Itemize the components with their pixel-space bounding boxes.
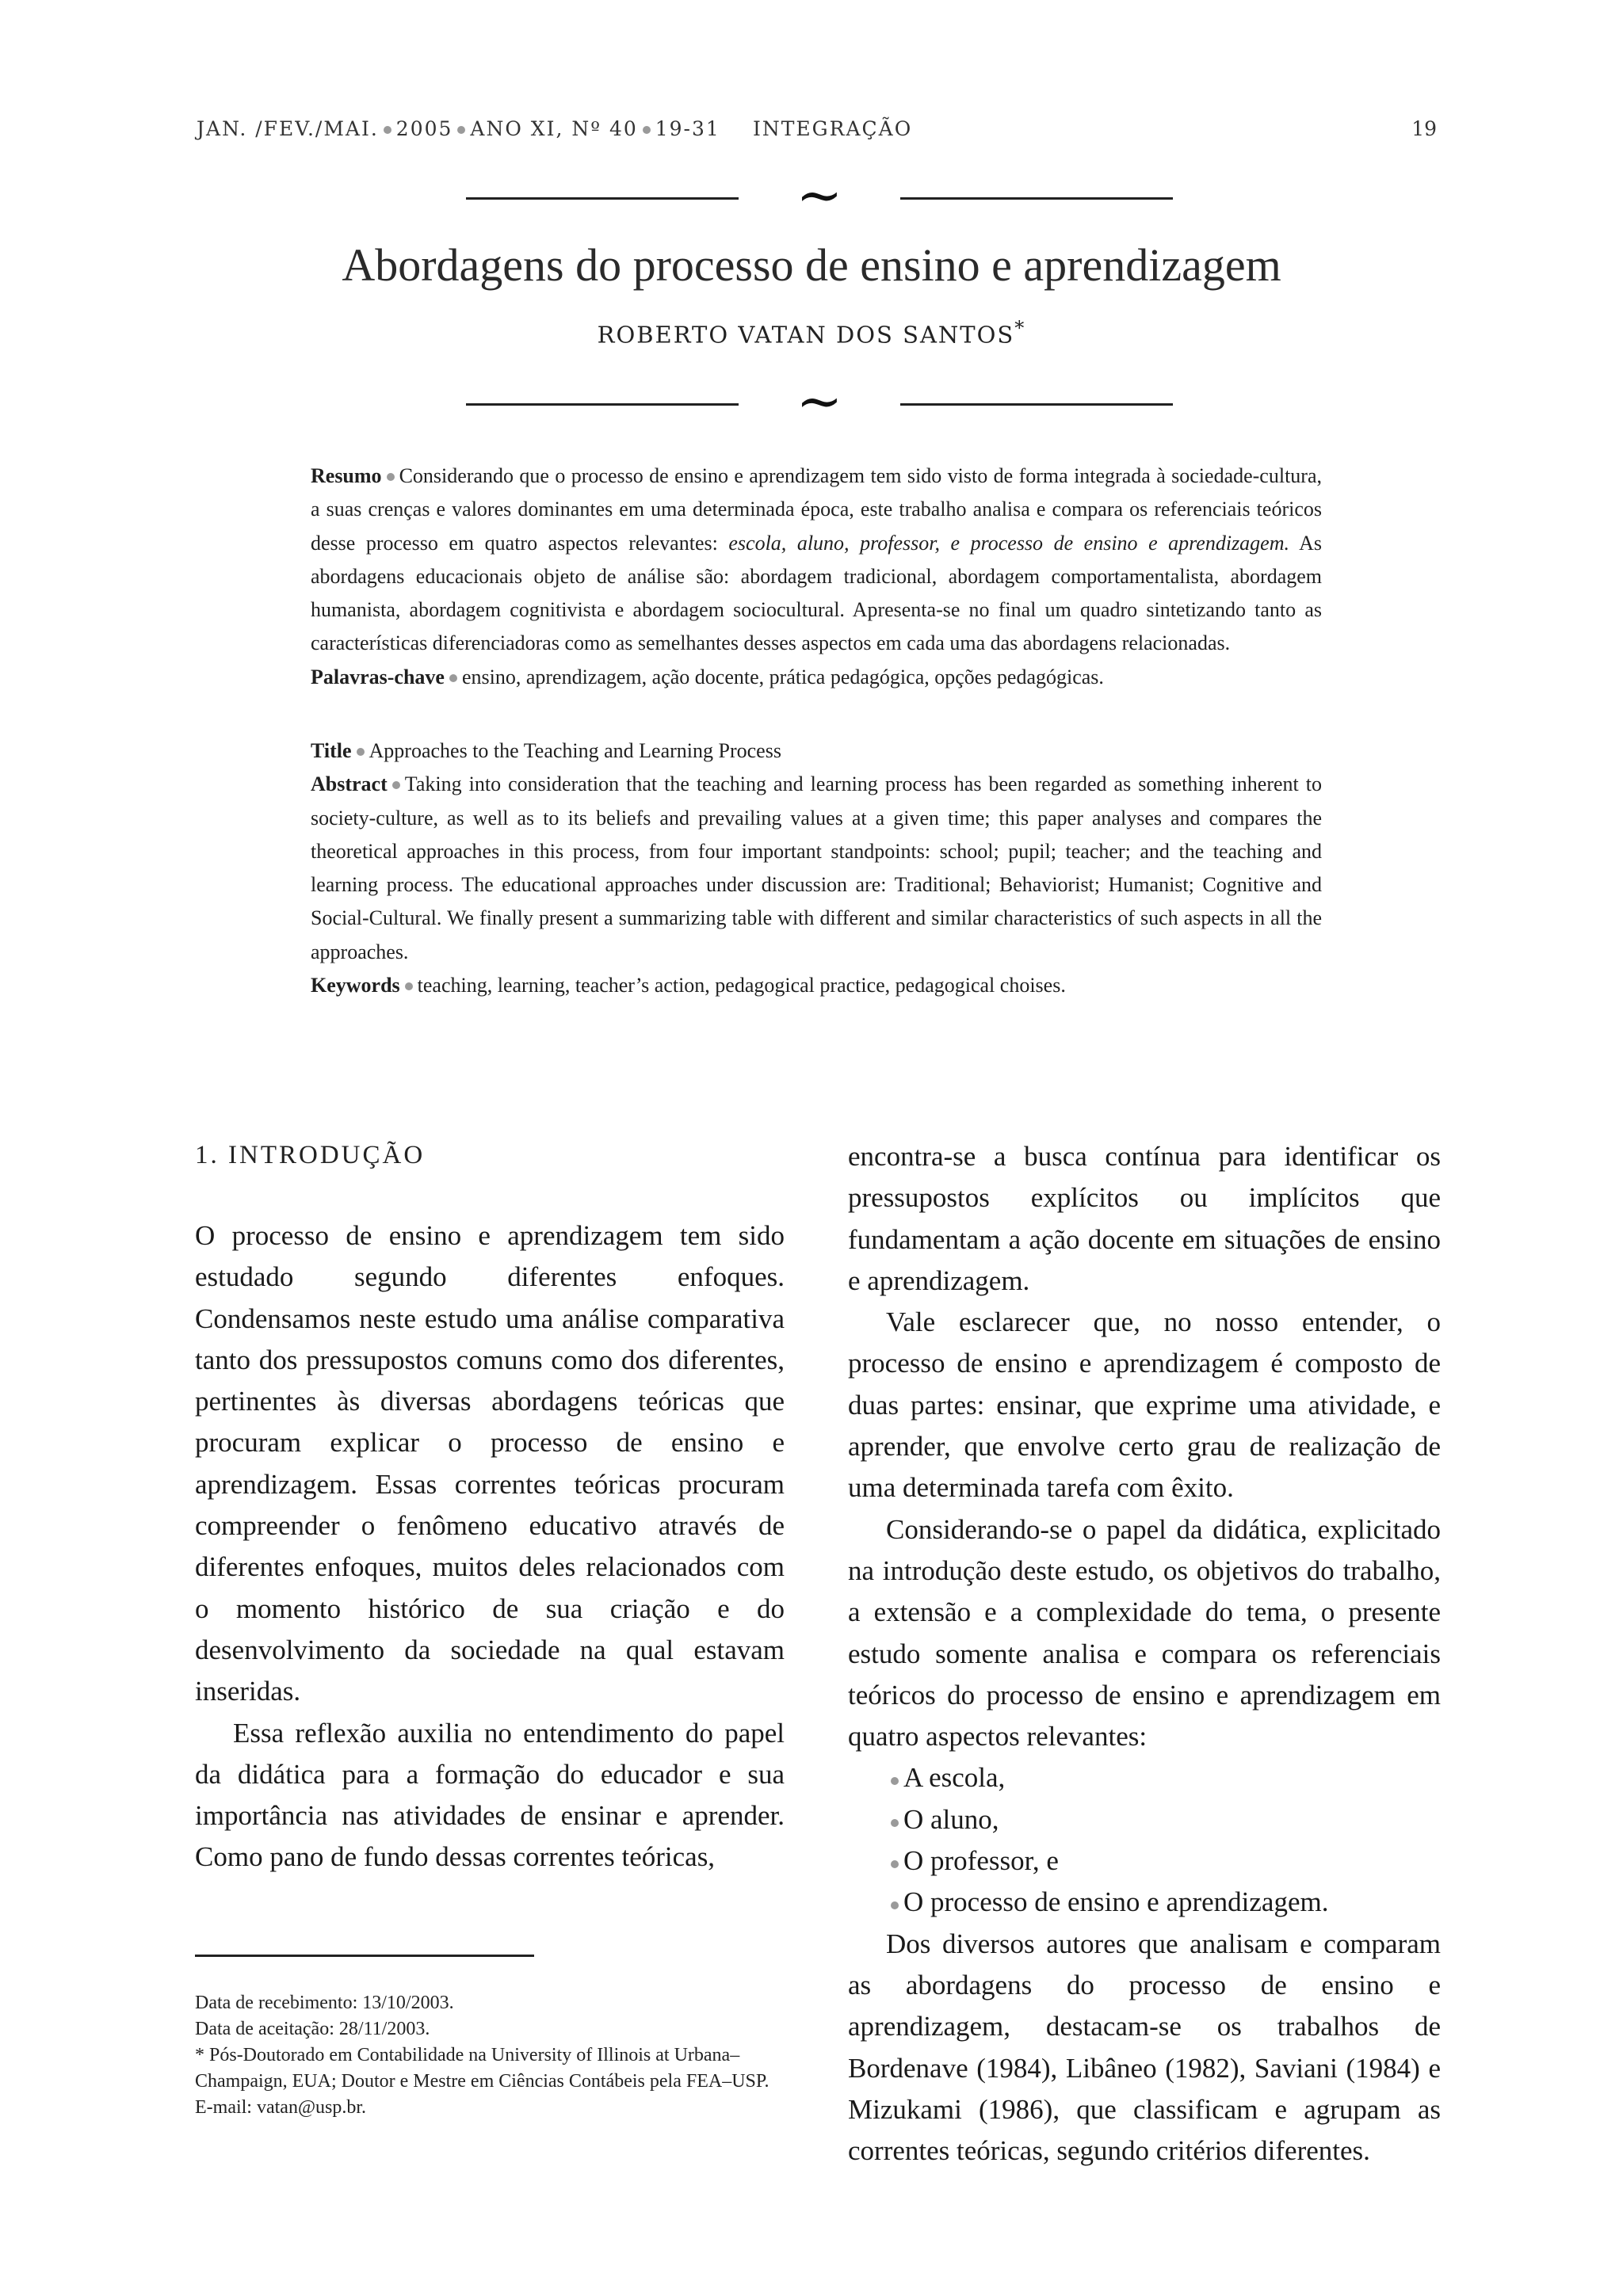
intro-paragraph-1: O processo de ensino e aprendizagem tem sido estudado segundo diferentes enfoques. Condensamos neste estudo uma análise comparativa tanto dos pressupostos comuns como dos diferentes, pertinentes às diversas abordagens teóricas que procuram explicar o processo de ensino e aprendizagem. Essas correntes teóricas procuram compreender o fenômeno educativo através de diferentes enfoques, muitos deles relacionados com o momento histórico de sua criação e do desenvolvimento da sociedade na qual estavam inseridas. <box>195 1220 785 1707</box>
bullet-dot-icon <box>457 126 465 134</box>
footnote-author-note: * Pós-Doutorado em Contabilidade na University of Illinois at Urbana–Champaign, EUA; Doutor e Mestre em Ciências Contábeis pela FEA–USP. <box>195 2045 769 2092</box>
tilde-ornament-icon: ~ <box>796 162 843 227</box>
running-header-section: INTEGRAÇÃO <box>753 117 913 140</box>
footnotes <box>195 1990 797 2121</box>
intro-paragraph-5: Considerando-se o papel da didática, explicitado na introdução deste estudo, os objetivos do trabalho, a extensão e a complexidade do tema, o presente estudo somente analisa e compara os referenciais teóricos do processo de ensino e aprendizagem em quatro aspectos relevantes: <box>848 1513 1441 1753</box>
keywords-en-label: Keywords <box>311 974 400 997</box>
list-item <box>886 1799 1441 1840</box>
ornament-divider-bottom <box>466 368 1173 433</box>
palavras-chave-paragraph <box>311 661 1322 694</box>
section-heading-introducao: 1. INTRODUÇÃO <box>195 1141 426 1169</box>
list-item <box>886 1840 1441 1882</box>
bullet-dot-icon <box>449 674 457 682</box>
list-item-text: A escola, <box>903 1762 1006 1794</box>
abstract-en-paragraph <box>311 768 1322 969</box>
journal-pages: 19-31 <box>655 117 720 140</box>
aspects-list <box>848 1757 1441 1923</box>
bullet-dot-icon <box>891 1860 899 1868</box>
footnote-received: Data de recebimento: 13/10/2003. <box>195 1993 454 2013</box>
footnote-email: E-mail: vatan@usp.br. <box>195 2097 367 2118</box>
list-item-text: O aluno, <box>903 1803 999 1835</box>
list-item-text: O processo de ensino e aprendizagem. <box>903 1886 1329 1918</box>
resumo-text-1: Considerando que o processo de ensino e aprendizagem tem sido visto de forma integrada à sociedade-cultura, a suas crenças e valores dominantes em uma determinada época, este trabalho analisa e compara os referenciais teóricos desse processo em quatro aspectos relevantes: <box>311 464 1322 555</box>
journal-year: 2005 <box>395 117 453 140</box>
tilde-ornament-icon: ~ <box>796 368 843 433</box>
ornament-rule-right <box>900 403 1173 406</box>
intro-paragraph-2: Essa reflexão auxilia no entendimento do papel da didática para a formação do educador e sua importância nas atividades de ensinar e aprender. Como pano de fundo dessas correntes teóricas, <box>195 1717 785 1873</box>
ornament-rule-left <box>466 403 739 406</box>
resumo-label: Resumo <box>311 464 382 487</box>
list-item-text: O professor, e <box>903 1845 1059 1877</box>
keywords-en-paragraph <box>311 969 1322 1002</box>
bullet-dot-icon <box>384 126 391 134</box>
keywords-en-text: teaching, learning, teacher’s action, pedagogical practice, pedagogical choises. <box>417 974 1066 997</box>
intro-paragraph-3: encontra-se a busca contínua para identificar os pressupostos explícitos ou implícitos que fundamentam a ação docente em situações de ensino e aprendizagem. <box>848 1141 1441 1296</box>
palavras-chave-label: Palavras-chave <box>311 665 445 688</box>
resumo-paragraph <box>311 460 1322 661</box>
author-footnote-mark: * <box>1014 317 1026 339</box>
intro-paragraph-4: Vale esclarecer que, no nosso entender, o processo de ensino e aprendizagem é composto de duas partes: ensinar, que exprime uma atividade, e aprender, que envolve certo grau de realização de uma determinada tarefa com êxito. <box>848 1306 1441 1504</box>
body-column-right <box>848 1136 1441 2172</box>
author-name: ROBERTO VATAN DOS SANTOS <box>597 321 1015 349</box>
bullet-dot-icon <box>891 1819 899 1827</box>
article-title: Abordagens do processo de ensino e aprendizagem <box>342 239 1281 291</box>
page-number: 19 <box>1411 117 1437 140</box>
title-en-paragraph <box>311 734 1322 768</box>
resumo-text-2: As abordagens educacionais objeto de análise são: abordagem tradicional, abordagem comportamentalista, abordagem humanista, abordagem cognitivista e abordagem sociocultural. Apresenta-se no final um quadro sintetizando tanto as características diferenciadoras como as semelhantes desses aspectos em cada uma das abordagens relacionadas. <box>311 531 1322 655</box>
list-item <box>886 1757 1441 1798</box>
title-en-label: Title <box>311 739 352 762</box>
body-column-left <box>195 1215 785 1878</box>
abstract-en-label: Abstract <box>311 772 388 796</box>
bullet-dot-icon <box>392 781 400 789</box>
resumo-italic-aspects: escola, aluno, professor, e processo de ensino e aprendizagem. <box>728 531 1289 555</box>
bullet-dot-icon <box>891 1901 899 1909</box>
footnote-rule <box>195 1955 534 1957</box>
abstract-en-text: Taking into consideration that the teaching and learning process has been regarded as something inherent to society-culture, as well as to its beliefs and prevailing values at a given time; this paper analyses and compares the theoretical approaches in this process, from four important standpoints: school; pupil; teacher; and the teaching and learning process. The educational approaches under discussion are: Traditional; Behaviorist; Humanist; Cognitive and Social-Cultural. We finally present a summarizing table with different and similar characteristics of such aspects in all the approaches. <box>311 772 1322 963</box>
journal-date: JAN. /FEV./MAI. <box>197 117 379 140</box>
article-author <box>0 314 1623 349</box>
bullet-dot-icon <box>891 1777 899 1785</box>
abstract-portuguese <box>311 460 1322 694</box>
bullet-dot-icon <box>643 126 651 134</box>
bullet-dot-icon <box>405 982 413 990</box>
journal-volume: ANO XI, Nº 40 <box>470 117 638 140</box>
ornament-rule-left <box>466 197 739 200</box>
intro-paragraph-6: Dos diversos autores que analisam e comparam as abordagens do processo de ensino e aprendizagem, destacam-se os trabalhos de Bordenave (1984), Libâneo (1982), Saviani (1984) e Mizukami (1986), que classificam e agrupam as correntes teóricas, segundo critérios diferentes. <box>848 1928 1441 2167</box>
ornament-divider-top <box>466 162 1173 227</box>
list-item <box>886 1882 1441 1923</box>
title-en-text: Approaches to the Teaching and Learning Process <box>369 739 781 762</box>
palavras-chave-text: ensino, aprendizagem, ação docente, prática pedagógica, opções pedagógicas. <box>461 665 1104 688</box>
ornament-rule-right <box>900 197 1173 200</box>
bullet-dot-icon <box>357 748 365 756</box>
footnote-accepted: Data de aceitação: 28/11/2003. <box>195 2019 430 2039</box>
running-header-journal <box>197 117 720 141</box>
bullet-dot-icon <box>387 473 395 481</box>
abstract-english <box>311 734 1322 1002</box>
